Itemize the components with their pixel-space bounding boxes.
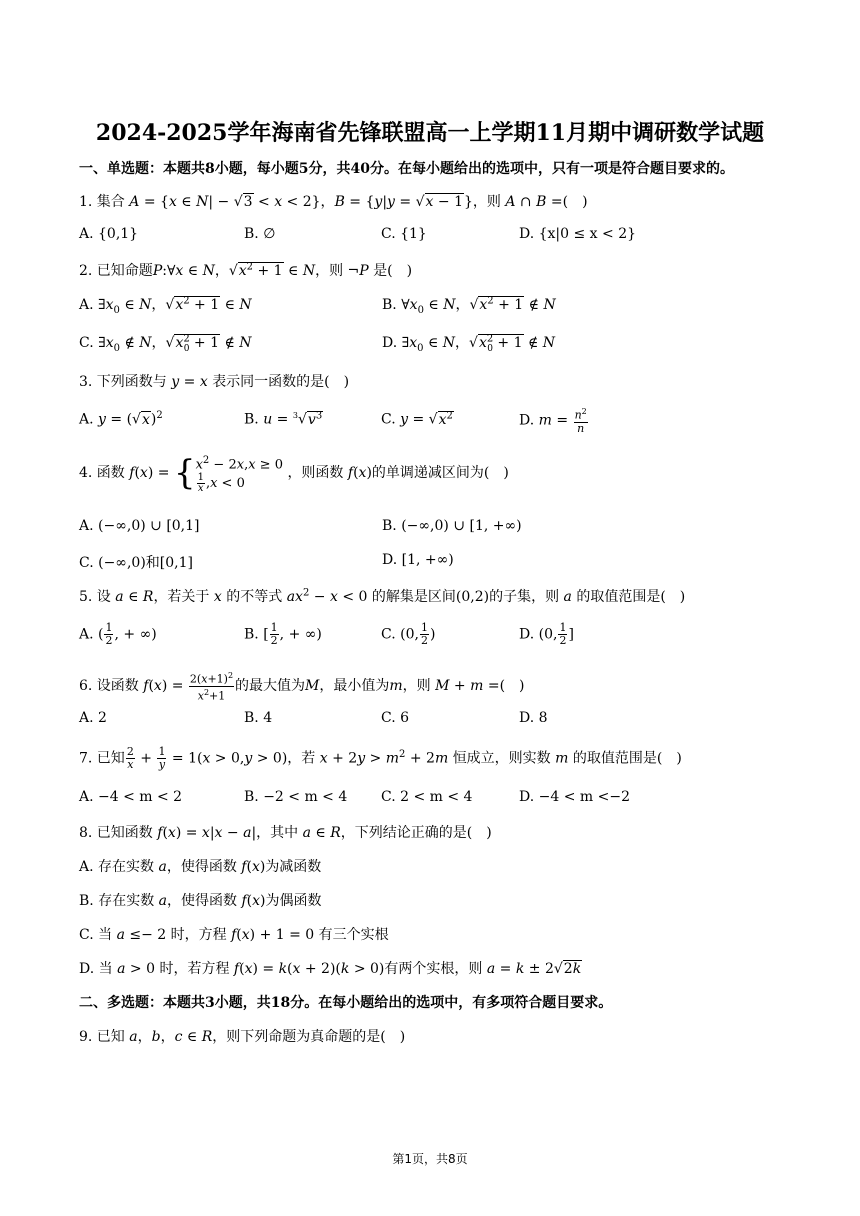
page-title: 2024-2025学年海南省先锋联盟高一上学期11月期中调研数学试题: [95, 120, 765, 146]
question-5-stem: 5. 设 a ∈ R，若关于 x 的不等式 $ax^2 - x < 0$ 的解集是区间(0,2)的子集，则 a 的取值范围是( ): [79, 587, 686, 605]
section1-header: 一、单选题：本题共8小题，每小题5分，共40分。在每小题给出的选项中，只有一项是符合题目要求的。: [79, 161, 734, 177]
q4-option-a[interactable]: A. (−∞,0) ∪ [0,1]: [79, 518, 200, 534]
q1-option-c[interactable]: C. {1}: [381, 226, 427, 242]
q7-option-a[interactable]: A. −4 < m < 2: [79, 789, 183, 805]
q8-option-d[interactable]: D. 当 a > 0 时，若方程 f(x) = k(x + 2)(k > 0)有两个实根，则 a = k ± 2√2k: [79, 961, 582, 977]
q3-option-d[interactable]: D. m = $\frac{n^2}{n}$: [519, 407, 587, 435]
q7-option-d[interactable]: D. −4 < m <−2: [519, 789, 630, 805]
q8-option-a[interactable]: A. 存在实数 a，使得函数 f(x)为减函数: [79, 859, 322, 875]
q1-option-d[interactable]: D. {x|0 ≤ x < 2}: [519, 226, 637, 242]
q4-option-d[interactable]: D. [1, +∞): [382, 552, 454, 568]
q2-option-d[interactable]: D. $\exists x_0$ ∈ N，$√x^2_0 + 1$ ∉ N: [382, 333, 556, 354]
formula: A: [129, 194, 140, 210]
q5-option-b[interactable]: B. [ $\frac{1}{2}$ , + ∞): [244, 621, 322, 647]
q8-option-b[interactable]: B. 存在实数 a，使得函数 f(x)为偶函数: [79, 893, 322, 909]
q4-option-c[interactable]: C. (−∞,0)和[0,1]: [79, 555, 193, 571]
q6-option-d[interactable]: D. 8: [519, 710, 548, 726]
q2-option-b[interactable]: B. $\forall x_0$ ∈ N，$√x^2 + 1$ ∉ N: [382, 295, 556, 316]
question-6-stem: 6. 设函数 f(x) = $\frac{2(x+1)^2}{x^2+1}$ 的最大值为M，最小值为m，则 M + m =( ): [79, 671, 525, 703]
section2-header: 二、多选题：本题共3小题，共18分。在每小题给出的选项中，有多项符合题目要求。: [79, 995, 613, 1011]
page-footer: 第1页，共8页: [392, 1152, 468, 1166]
q3-option-b[interactable]: B. $u = ^3√v^3$: [244, 410, 323, 428]
question-1-stem: 1. 集合 A = {x ∈ N| − √3 < x < 2}，B = {y|y = √x − 1}，则 A ∩ B =( ): [79, 194, 588, 210]
question-4-stem: 4. 函数 f(x) = { $x^2 - 2x,x \ge 0$ $\frac{1}{x}$ ,x < 0 ，则函数 f(x)的单调递减区间为( ): [79, 453, 509, 495]
question-3-stem: 3. 下列函数与 y = x 表示同一函数的是( ): [79, 374, 350, 390]
q5-option-d[interactable]: D. (0, $\frac{1}{2}$ ]: [519, 621, 574, 647]
question-7-stem: 7. 已知 $\frac{2}{x}$ + $\frac{1}{y}$ = 1(x > 0,y > 0)，若 $x + 2y > m^2 + 2m$ 恒成立，则实数 m 的取值范围是( ): [79, 745, 682, 771]
q2-option-a[interactable]: A. $\exists x_0$ ∈ N，$√x^2 + 1$ ∈ N: [79, 295, 252, 316]
q7-option-c[interactable]: C. 2 < m < 4: [381, 789, 473, 805]
q7-option-b[interactable]: B. −2 < m < 4: [244, 789, 348, 805]
q4-option-b[interactable]: B. (−∞,0) ∪ [1, +∞): [382, 518, 522, 534]
q3-option-c[interactable]: C. $y = √x^2$: [381, 410, 453, 428]
q8-option-c[interactable]: C. 当 a ≤− 2 时，方程 f(x) + 1 = 0 有三个实根: [79, 927, 389, 943]
q1-option-b[interactable]: B. ∅: [244, 226, 276, 242]
question-9-stem: 9. 已知 a，b，c ∈ R，则下列命题为真命题的是( ): [79, 1029, 406, 1045]
q6-option-c[interactable]: C. 6: [381, 710, 410, 726]
q1-option-a[interactable]: A. {0,1}: [79, 226, 139, 242]
q3-option-a[interactable]: A. $y = (√x)^2$: [79, 410, 163, 428]
q6-option-a[interactable]: A. 2: [79, 710, 107, 726]
q2-option-c[interactable]: C. $\exists x_0$ ∉ N，$√x^2_0 + 1$ ∉ N: [79, 333, 252, 354]
question-2-stem: 2. 已知命题P:∀x ∈ N，$√x^2 + 1$ ∈ N，则 ¬P 是( ): [79, 261, 413, 279]
question-8-stem: 8. 已知函数 f(x) = x|x − a|，其中 a ∈ R，下列结论正确的是( ): [79, 825, 492, 841]
q5-option-c[interactable]: C. (0, $\frac{1}{2}$ ): [381, 621, 436, 647]
q5-option-a[interactable]: A. ( $\frac{1}{2}$ , + ∞): [79, 621, 157, 647]
q6-option-b[interactable]: B. 4: [244, 710, 273, 726]
